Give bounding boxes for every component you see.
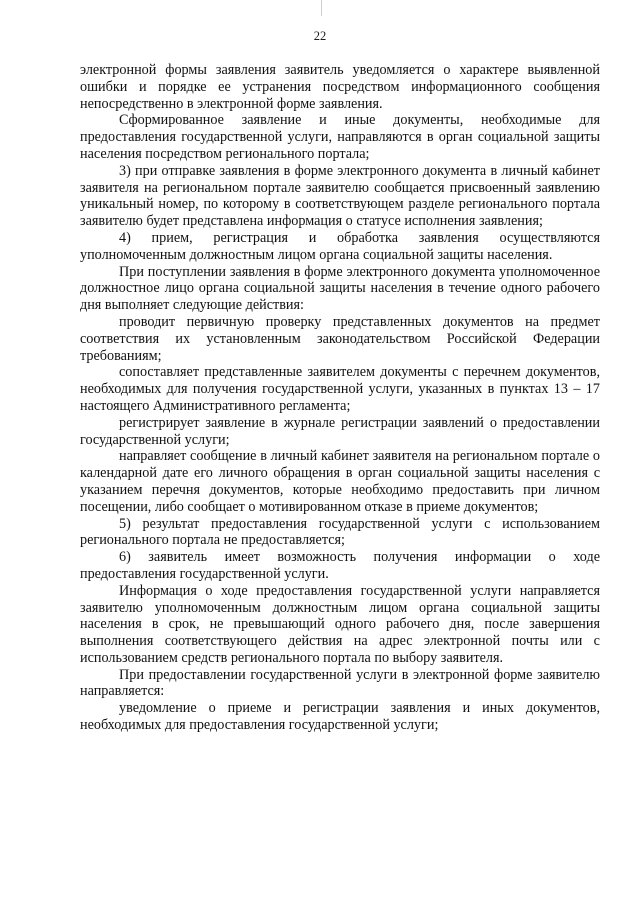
paragraph-official-actions: При поступлении заявления в форме электронного документа уполномоченное должностное лицо органа социальной защиты населения в течение одного рабочего дня выполняет следующие действия: (80, 263, 600, 314)
document-body (80, 62, 600, 734)
paragraph-electronic-form-notice: При предоставлении государственной услуги в электронной форме заявителю направляется: (80, 666, 600, 700)
paragraph-compare-documents: сопоставляет представленные заявителем документы с перечнем документов, необходимых для получения государственной услуги, указанных в пунктах 13 – 17 настоящего Административного регламента; (80, 364, 600, 414)
paragraph-send-message: направляет сообщение в личный кабинет заявителя на региональном портале о календарной дате его личного обращения в орган социальной защиты населения с указанием перечня документов, которые необходимо предоставить при личном посещении, либо сообщает о мотивированном отказе в приеме документов; (80, 448, 600, 515)
page-number: 22 (313, 29, 327, 43)
paragraph-initial-check: проводит первичную проверку представленных документов на предмет соответствия их установленным законодательством Российской Федерации требованиям; (80, 313, 600, 364)
scan-margin-mark (321, 0, 322, 16)
paragraph-progress-information: Информация о ходе предоставления государственной услуги направляется заявителю уполномоченным должностным лицом органа социальной защиты населения в срок, не превышающий одного рабочего дня, после завершения выполнения соответствующего действия на адрес электронной почты или с использованием средств регионального портала по выбору заявителя. (80, 582, 600, 666)
paragraph-item-4: 4) прием, регистрация и обработка заявления осуществляются уполномоченным должностным лицом органа социальной защиты населения. (80, 229, 600, 263)
paragraph-register-application: регистрирует заявление в журнале регистрации заявлений о предоставлении государственной услуги; (80, 414, 600, 448)
paragraph-item-3: 3) при отправке заявления в форме электронного документа в личный кабинет заявителя на региональном портале заявителю сообщается присвоенный заявлению уникальный номер, по которому в соответствующем разделе регионального портала заявителю будет представлена информация о статусе исполнения заявления; (80, 162, 600, 230)
paragraph-receipt-notification: уведомление о приеме и регистрации заявления и иных документов, необходимых для предоставления государственной услуги; (80, 700, 600, 734)
paragraph-documents-sent: Сформированное заявление и иные документы, необходимые для предоставления государственной услуги, направляются в орган социальной защиты населения посредством регионального портала; (80, 112, 600, 162)
paragraph-item-6: 6) заявитель имеет возможность получения информации о ходе предоставления государственной услуги. (80, 549, 600, 582)
paragraph-item-5: 5) результат предоставления государственной услуги с использованием регионального портала не предоставляется; (80, 515, 600, 549)
paragraph-error-notice: электронной формы заявления заявитель уведомляется о характере выявленной ошибки и порядке ее устранения посредством информационного сообщения непосредственно в электронной форме заявления. (80, 62, 600, 112)
